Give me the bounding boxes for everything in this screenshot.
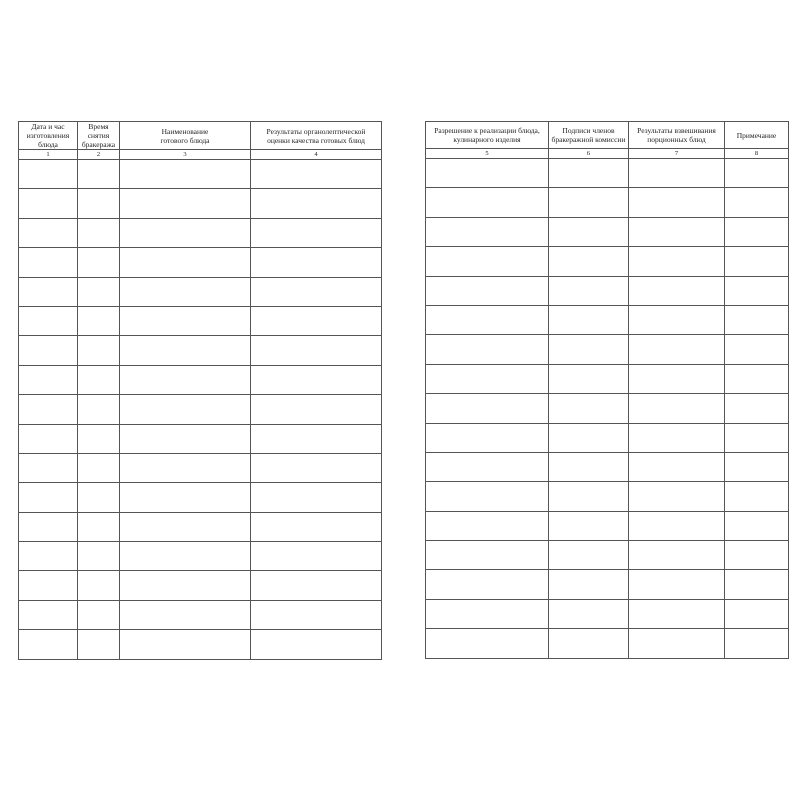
table-row (426, 570, 789, 599)
left-table-body (19, 160, 382, 660)
table-cell[interactable] (629, 159, 725, 188)
table-row (426, 217, 789, 246)
table-cell[interactable] (251, 395, 382, 424)
table-cell[interactable] (426, 599, 549, 628)
table-cell[interactable] (78, 512, 120, 541)
table-cell[interactable] (78, 453, 120, 482)
table-cell[interactable] (78, 336, 120, 365)
column-header-dish-name: Наименование готового блюда (120, 122, 251, 150)
table-cell[interactable] (19, 542, 78, 571)
table-cell[interactable] (549, 159, 629, 188)
table-cell[interactable] (120, 336, 251, 365)
table-cell[interactable] (725, 159, 789, 188)
table-cell[interactable] (251, 218, 382, 247)
table-row (19, 277, 382, 306)
table-row (19, 600, 382, 629)
table-cell[interactable] (549, 335, 629, 364)
table-cell[interactable] (426, 541, 549, 570)
table-cell[interactable] (251, 189, 382, 218)
table-cell[interactable] (19, 571, 78, 600)
table-cell[interactable] (251, 453, 382, 482)
table-cell[interactable] (251, 306, 382, 335)
table-cell[interactable] (19, 630, 78, 659)
table-cell[interactable] (251, 571, 382, 600)
table-cell[interactable] (120, 600, 251, 629)
table-cell[interactable] (78, 483, 120, 512)
table-cell[interactable] (19, 453, 78, 482)
left-journal-table (18, 121, 382, 660)
table-row (426, 599, 789, 628)
table-row (19, 483, 382, 512)
table-cell[interactable] (725, 511, 789, 540)
table-cell[interactable] (549, 188, 629, 217)
table-cell[interactable] (120, 306, 251, 335)
table-cell[interactable] (120, 424, 251, 453)
table-row (19, 424, 382, 453)
table-cell[interactable] (78, 277, 120, 306)
table-cell[interactable] (725, 629, 789, 658)
table-cell[interactable] (19, 395, 78, 424)
table-cell[interactable] (426, 188, 549, 217)
header-row (426, 122, 789, 149)
table-cell[interactable] (120, 160, 251, 189)
table-row (19, 630, 382, 659)
column-header-date-time: Дата и час изготовления блюда (19, 122, 78, 150)
table-cell[interactable] (725, 423, 789, 452)
table-row (19, 571, 382, 600)
table-cell[interactable] (78, 395, 120, 424)
table-cell[interactable] (629, 305, 725, 334)
column-header-quality-results: Результаты органолептической оценки качества готовых блюд (251, 122, 382, 150)
table-cell[interactable] (251, 600, 382, 629)
table-row (19, 395, 382, 424)
table-cell[interactable] (725, 247, 789, 276)
table-cell[interactable] (629, 541, 725, 570)
table-cell[interactable] (78, 160, 120, 189)
table-cell[interactable] (426, 452, 549, 481)
table-cell[interactable] (426, 364, 549, 393)
table-cell[interactable] (78, 630, 120, 659)
column-header-inspection-time: Время снятия бракеража (78, 122, 120, 150)
table-cell[interactable] (426, 394, 549, 423)
table-cell[interactable] (725, 217, 789, 246)
table-cell[interactable] (549, 217, 629, 246)
table-cell[interactable] (251, 277, 382, 306)
header-row (19, 122, 382, 150)
table-cell[interactable] (251, 336, 382, 365)
table-cell[interactable] (629, 364, 725, 393)
table-cell[interactable] (120, 542, 251, 571)
table-row (426, 482, 789, 511)
table-cell[interactable] (629, 276, 725, 305)
table-cell[interactable] (549, 541, 629, 570)
table-row (19, 189, 382, 218)
table-cell[interactable] (629, 482, 725, 511)
table-cell[interactable] (629, 217, 725, 246)
column-number: 8 (725, 149, 789, 159)
table-cell[interactable] (78, 571, 120, 600)
table-cell[interactable] (549, 423, 629, 452)
column-number: 3 (120, 150, 251, 160)
table-cell[interactable] (629, 511, 725, 540)
column-number: 2 (78, 150, 120, 160)
table-cell[interactable] (629, 570, 725, 599)
table-cell[interactable] (120, 248, 251, 277)
table-cell[interactable] (426, 217, 549, 246)
table-cell[interactable] (629, 247, 725, 276)
table-cell[interactable] (120, 630, 251, 659)
table-cell[interactable] (120, 395, 251, 424)
table-cell[interactable] (19, 600, 78, 629)
table-cell[interactable] (19, 306, 78, 335)
table-cell[interactable] (251, 542, 382, 571)
column-number-row (426, 149, 789, 159)
column-header-note: Примечание (725, 122, 789, 149)
table-cell[interactable] (629, 629, 725, 658)
table-cell[interactable] (120, 512, 251, 541)
right-journal-table (425, 121, 789, 659)
table-cell[interactable] (19, 512, 78, 541)
table-cell[interactable] (251, 483, 382, 512)
table-cell[interactable] (19, 483, 78, 512)
table-row (426, 247, 789, 276)
table-cell[interactable] (725, 335, 789, 364)
table-cell[interactable] (629, 423, 725, 452)
table-cell[interactable] (549, 599, 629, 628)
table-cell[interactable] (120, 571, 251, 600)
table-cell[interactable] (549, 394, 629, 423)
table-cell[interactable] (426, 629, 549, 658)
table-cell[interactable] (549, 305, 629, 334)
table-cell[interactable] (725, 394, 789, 423)
table-row (426, 364, 789, 393)
table-cell[interactable] (78, 306, 120, 335)
column-number: 1 (19, 150, 78, 160)
table-cell[interactable] (19, 277, 78, 306)
table-cell[interactable] (629, 394, 725, 423)
table-cell[interactable] (251, 248, 382, 277)
table-cell[interactable] (725, 599, 789, 628)
table-cell[interactable] (19, 365, 78, 394)
table-cell[interactable] (426, 482, 549, 511)
table-row (426, 335, 789, 364)
table-cell[interactable] (426, 159, 549, 188)
column-header-sale-permission: Разрешение к реализации блюда, кулинарного изделия (426, 122, 549, 149)
table-cell[interactable] (549, 511, 629, 540)
column-number: 6 (549, 149, 629, 159)
table-cell[interactable] (629, 452, 725, 481)
table-row (426, 159, 789, 188)
table-row (19, 160, 382, 189)
table-cell[interactable] (549, 482, 629, 511)
table-row (19, 542, 382, 571)
table-cell[interactable] (120, 365, 251, 394)
table-row (426, 423, 789, 452)
table-row (19, 365, 382, 394)
column-number: 7 (629, 149, 725, 159)
table-cell[interactable] (78, 542, 120, 571)
table-cell[interactable] (19, 248, 78, 277)
table-cell[interactable] (78, 365, 120, 394)
table-cell[interactable] (251, 424, 382, 453)
table-cell[interactable] (426, 335, 549, 364)
table-cell[interactable] (725, 452, 789, 481)
table-cell[interactable] (725, 570, 789, 599)
column-number: 4 (251, 150, 382, 160)
table-cell[interactable] (19, 160, 78, 189)
table-row (19, 218, 382, 247)
column-header-weighing-results: Результаты взвешивания порционных блюд (629, 122, 725, 149)
table-cell[interactable] (120, 218, 251, 247)
table-cell[interactable] (549, 364, 629, 393)
table-cell[interactable] (426, 276, 549, 305)
table-cell[interactable] (725, 305, 789, 334)
table-cell[interactable] (725, 482, 789, 511)
table-cell[interactable] (120, 483, 251, 512)
table-cell[interactable] (78, 189, 120, 218)
table-cell[interactable] (629, 335, 725, 364)
table-cell[interactable] (78, 600, 120, 629)
table-cell[interactable] (19, 218, 78, 247)
table-cell[interactable] (426, 511, 549, 540)
table-cell[interactable] (426, 570, 549, 599)
table-cell[interactable] (120, 277, 251, 306)
table-row (426, 511, 789, 540)
table-cell[interactable] (629, 188, 725, 217)
table-row (19, 248, 382, 277)
table-cell[interactable] (251, 512, 382, 541)
table-cell[interactable] (725, 188, 789, 217)
table-row (19, 512, 382, 541)
column-number-row (19, 150, 382, 160)
table-cell[interactable] (725, 364, 789, 393)
table-row (426, 541, 789, 570)
table-row (19, 306, 382, 335)
table-row (426, 394, 789, 423)
table-cell[interactable] (426, 305, 549, 334)
table-cell[interactable] (78, 218, 120, 247)
table-cell[interactable] (549, 276, 629, 305)
right-table-body (426, 159, 789, 659)
table-row (426, 452, 789, 481)
table-row (426, 276, 789, 305)
table-cell[interactable] (251, 365, 382, 394)
table-cell[interactable] (725, 541, 789, 570)
table-row (19, 336, 382, 365)
table-cell[interactable] (549, 570, 629, 599)
table-cell[interactable] (120, 453, 251, 482)
table-cell[interactable] (549, 247, 629, 276)
table-cell[interactable] (725, 276, 789, 305)
table-cell[interactable] (251, 160, 382, 189)
table-cell[interactable] (19, 424, 78, 453)
table-cell[interactable] (19, 336, 78, 365)
table-cell[interactable] (251, 630, 382, 659)
table-cell[interactable] (120, 189, 251, 218)
column-number: 5 (426, 149, 549, 159)
column-header-commission-signatures: Подписи членов бракеражной комиссии (549, 122, 629, 149)
table-row (426, 629, 789, 658)
table-row (426, 188, 789, 217)
table-cell[interactable] (549, 629, 629, 658)
table-cell[interactable] (19, 189, 78, 218)
table-row (19, 453, 382, 482)
table-cell[interactable] (78, 248, 120, 277)
table-cell[interactable] (629, 599, 725, 628)
table-cell[interactable] (549, 452, 629, 481)
table-row (426, 305, 789, 334)
table-cell[interactable] (78, 424, 120, 453)
table-cell[interactable] (426, 247, 549, 276)
table-cell[interactable] (426, 423, 549, 452)
